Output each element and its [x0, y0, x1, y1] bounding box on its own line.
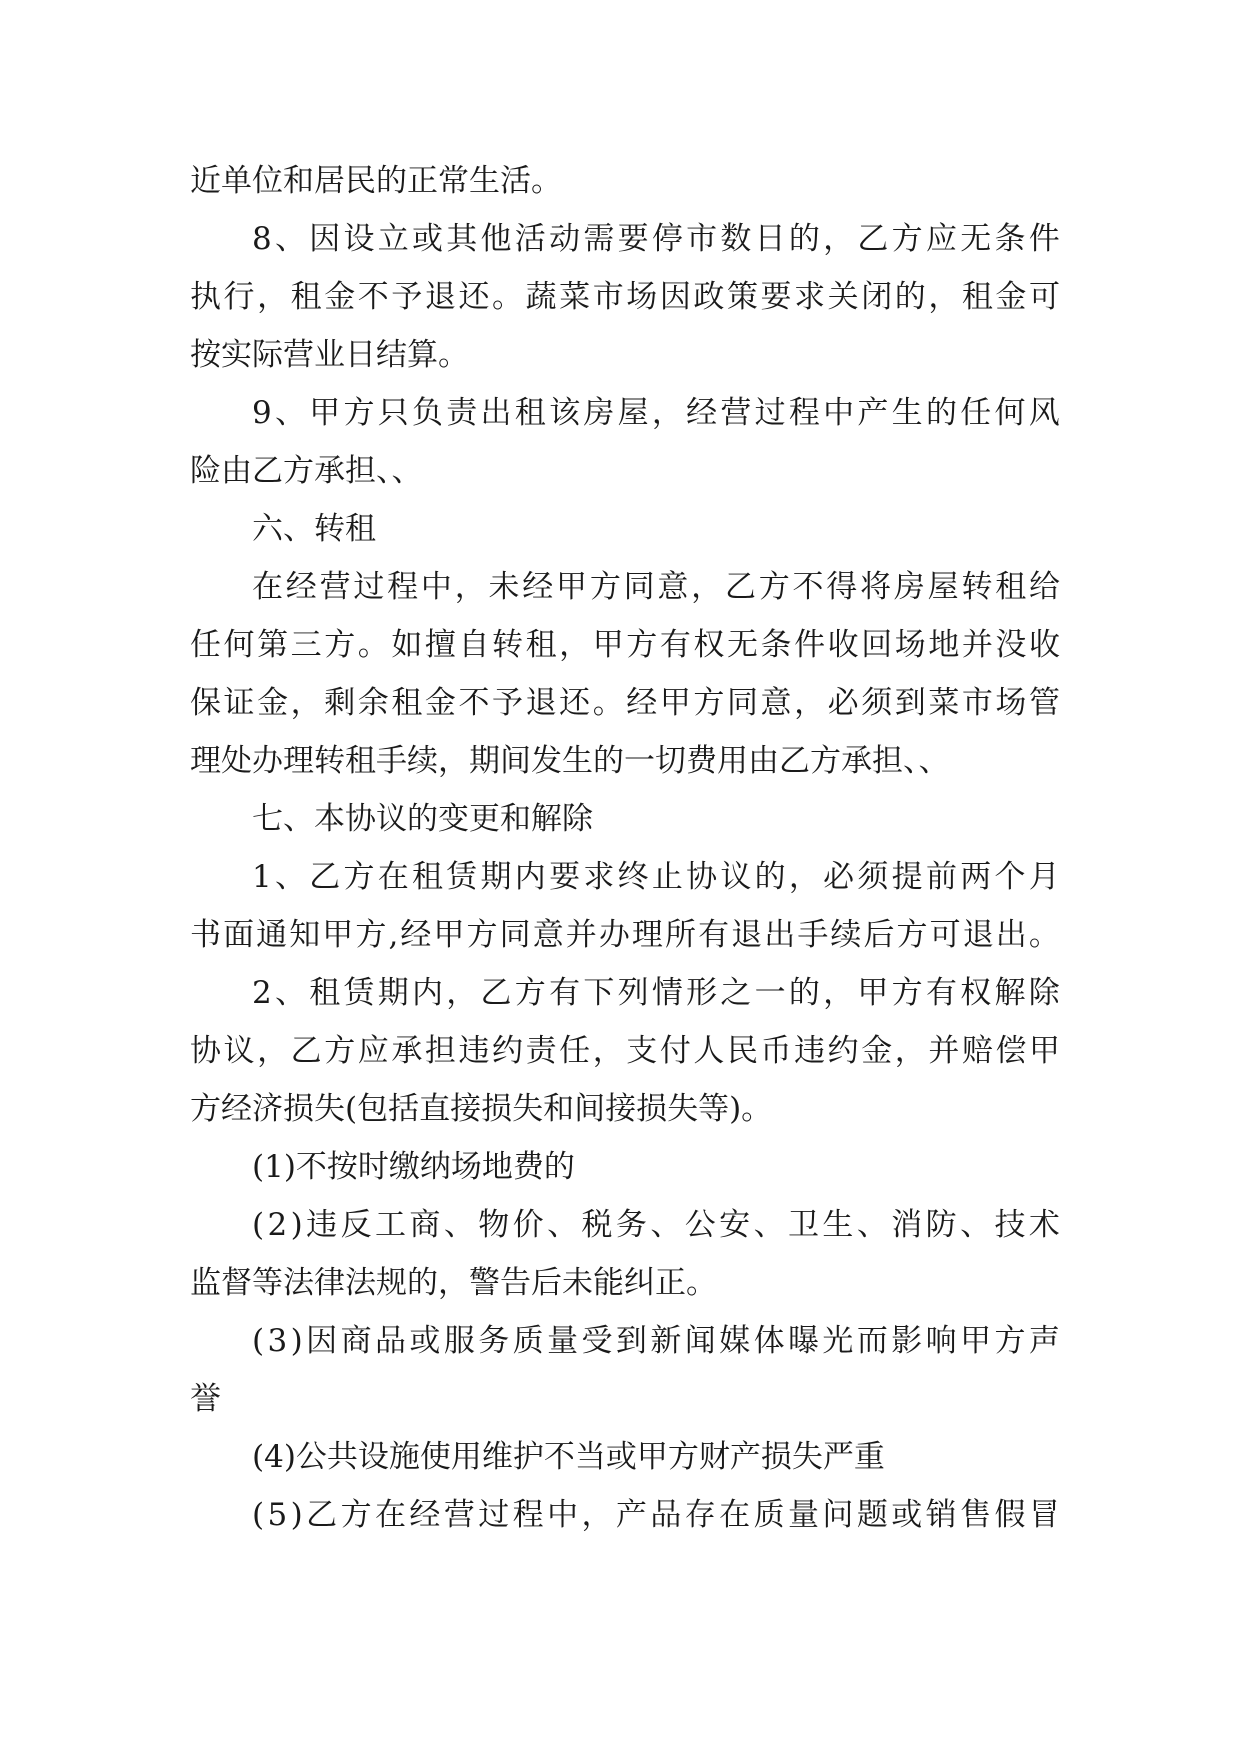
text-line: 1、乙方在租赁期内要求终止协议的，必须提前两个月 [252, 859, 1063, 895]
text-line: 任何第三方。如擅自转租，甲方有权无条件收回场地并没收 [190, 627, 1063, 663]
list-item: (1)不按时缴纳场地费的 [252, 1149, 575, 1185]
text-line: 9、甲方只负责出租该房屋，经营过程中产生的任何风 [252, 395, 1063, 431]
text-line: 方经济损失(包括直接损失和间接损失等)。 [190, 1091, 773, 1127]
document-body [190, 152, 1064, 1544]
list-item: (3)因商品或服务质量受到新闻媒体曝光而影响甲方声 [252, 1323, 1064, 1359]
text-line: 协议，乙方应承担违约责任，支付人民币违约金，并赔偿甲 [190, 1033, 1063, 1069]
text-line: 在经营过程中，未经甲方同意，乙方不得将房屋转租给 [252, 569, 1063, 605]
text-line: 誉 [190, 1381, 221, 1417]
list-item: (2)违反工商、物价、税务、公安、卫生、消防、技术 [252, 1207, 1064, 1243]
text-line: 近单位和居民的正常生活。 [190, 163, 562, 199]
text-line: 执行，租金不予退还。蔬菜市场因政策要求关闭的，租金可 [190, 279, 1063, 315]
section-heading: 七、本协议的变更和解除 [252, 801, 593, 837]
text-line: 书面通知甲方,经甲方同意并办理所有退出手续后方可退出。 [190, 917, 1062, 953]
text-line: 按实际营业日结算。 [190, 337, 469, 373]
list-item: (5)乙方在经营过程中，产品存在质量问题或销售假冒 [252, 1497, 1064, 1533]
text-line: 2、租赁期内，乙方有下列情形之一的，甲方有权解除 [252, 975, 1063, 1011]
text-line: 8、因设立或其他活动需要停市数日的，乙方应无条件 [252, 221, 1063, 257]
text-line: 险由乙方承担、、 [190, 453, 423, 489]
text-line: 理处办理转租手续，期间发生的一切费用由乙方承担、、 [190, 743, 950, 779]
text-line: 保证金，剩余租金不予退还。经甲方同意，必须到菜市场管 [190, 685, 1063, 721]
list-item: (4)公共设施使用维护不当或甲方财产损失严重 [252, 1439, 885, 1475]
section-heading: 六、转租 [252, 511, 376, 547]
text-line: 监督等法律法规的，警告后未能纠正。 [190, 1265, 717, 1301]
